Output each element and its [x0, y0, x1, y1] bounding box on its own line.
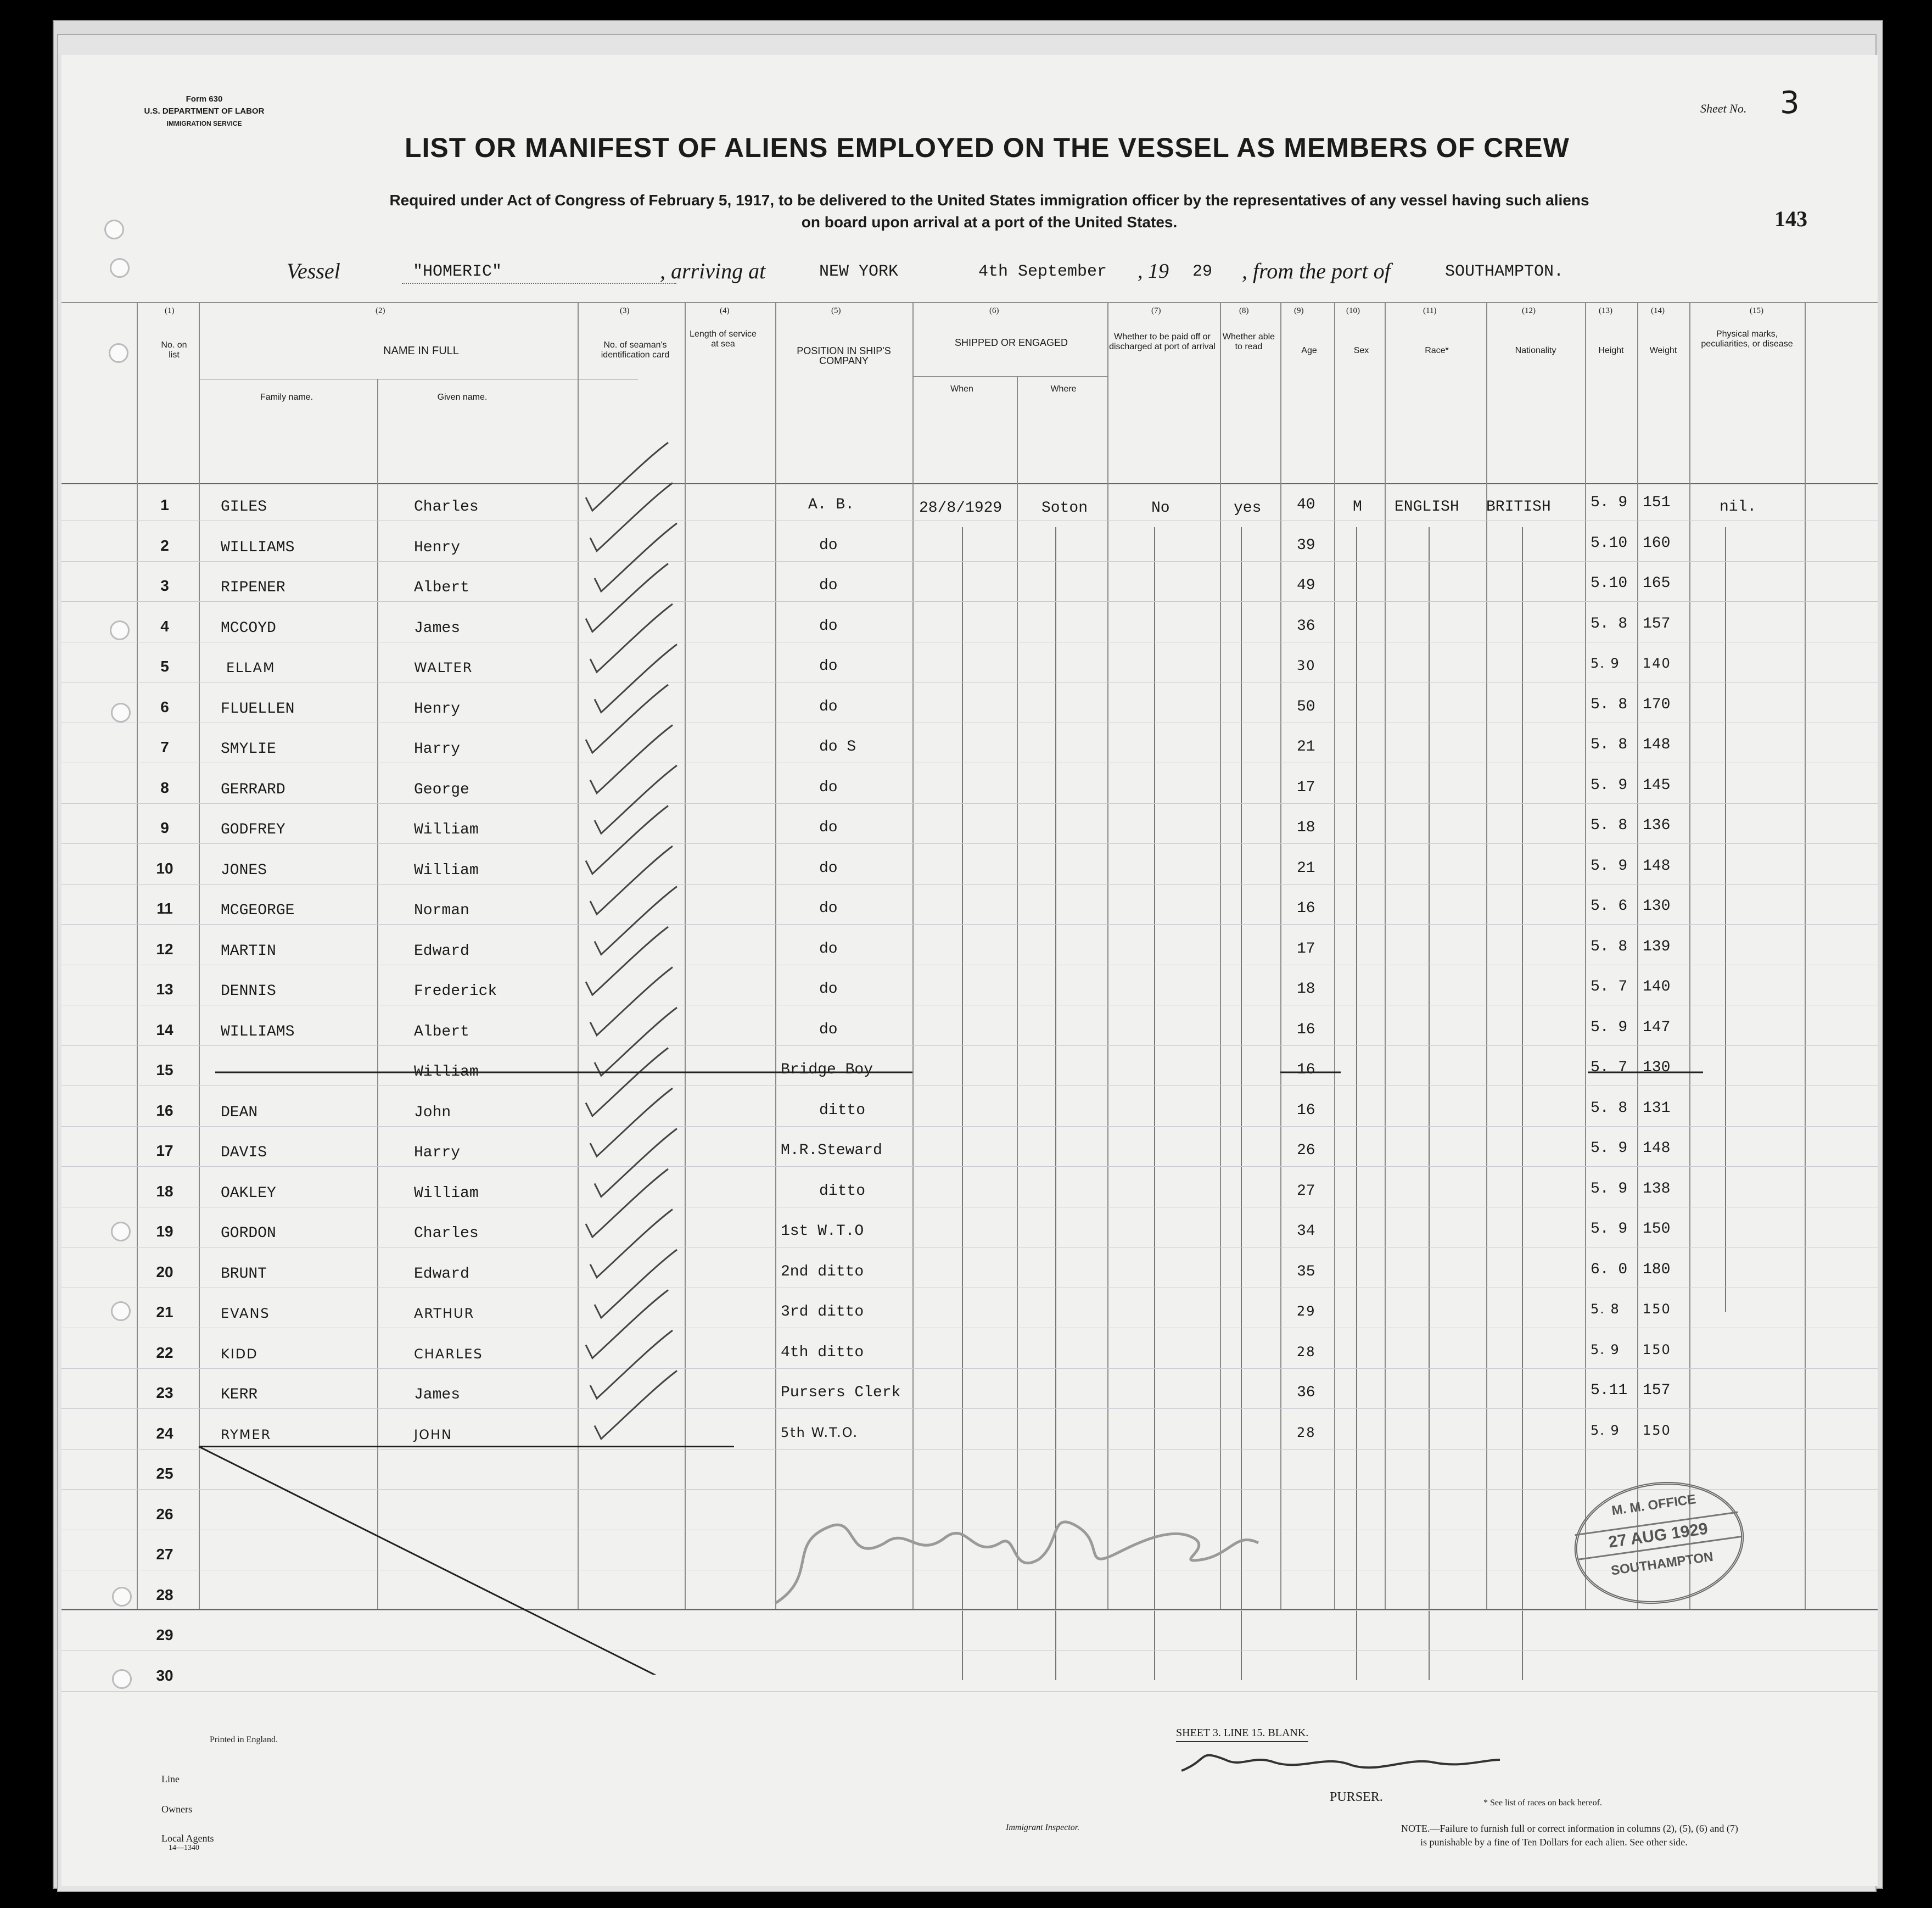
row-number: 10 — [156, 859, 173, 877]
row-1-paid-off: No — [1151, 500, 1170, 517]
age: 35 — [1297, 1263, 1315, 1280]
header-name-in-full: NAME IN FULL — [383, 345, 459, 357]
col-num: (14) — [1651, 306, 1665, 315]
check-mark — [586, 685, 668, 753]
age: 16 — [1297, 1101, 1315, 1119]
check-mark — [590, 1330, 673, 1398]
header-physical: Physical marks, peculiarities, or disease — [1701, 329, 1793, 349]
col-num: (1) — [165, 306, 175, 315]
given-name: Henry — [414, 700, 461, 718]
given-name: William — [414, 1184, 479, 1202]
given-name: Albert — [414, 1023, 469, 1040]
family-name: GERRARD — [221, 781, 285, 798]
header-family-name: Family name. — [260, 393, 313, 402]
arriving-label: , arriving at — [660, 259, 766, 283]
row-number: 19 — [156, 1223, 173, 1240]
check-mark — [595, 765, 677, 833]
row-number: 18 — [156, 1182, 173, 1200]
weight: 130 — [1643, 1059, 1671, 1076]
pen-marks — [61, 302, 1878, 1675]
position: 5th W.T.O. — [781, 1424, 859, 1440]
given-name: William — [414, 1064, 479, 1081]
family-name: MCCOYD — [221, 619, 276, 637]
position: 3rd ditto — [781, 1303, 864, 1321]
position: do — [819, 859, 838, 877]
family-name: GILES — [221, 499, 267, 516]
header-age: Age — [1301, 346, 1317, 355]
check-mark — [586, 1169, 668, 1237]
position: do — [819, 779, 838, 796]
position: do — [819, 940, 838, 958]
origin-port: SOUTHAMPTON. — [1445, 262, 1564, 281]
penalty-note-1: NOTE.—Failure to furnish full or correct information in columns (2), (5), (6) and (7) — [1401, 1823, 1738, 1834]
check-mark — [595, 645, 677, 713]
family-name: DAVIS — [221, 1144, 267, 1161]
age: 27 — [1297, 1182, 1315, 1200]
col-num: (10) — [1346, 306, 1360, 315]
given-name: George — [414, 781, 469, 798]
weight: 148 — [1643, 857, 1671, 875]
position: do — [819, 536, 838, 554]
family-name: MCGEORGE — [221, 902, 295, 919]
row-number: 21 — [156, 1303, 173, 1321]
row-number: 2 — [160, 536, 169, 554]
punch-hole — [104, 220, 124, 239]
header-when: When — [950, 384, 973, 394]
weight: 151 — [1643, 494, 1671, 511]
subtitle-line-1: Required under Act of Congress of February 5, 1917, to be delivered to the United States immigration officer by the representatives of any vessel having such aliens — [389, 192, 1589, 209]
col-num: (5) — [831, 306, 841, 315]
weight: 150 — [1643, 1422, 1671, 1438]
from-label: , from the port of — [1242, 259, 1391, 283]
check-mark — [586, 806, 668, 874]
immigrant-inspector: Immigrant Inspector. — [1006, 1823, 1080, 1832]
row-1-where: Soton — [1041, 500, 1088, 517]
family-name: DEAN — [221, 1104, 258, 1121]
height: 5. 9 — [1591, 1180, 1628, 1198]
age: 40 — [1297, 496, 1315, 513]
vessel-label: Vessel — [287, 259, 340, 283]
weight: 150 — [1643, 1341, 1671, 1357]
row-number: 20 — [156, 1263, 173, 1280]
position: ditto — [819, 1182, 866, 1200]
family-name: RYMER — [221, 1426, 272, 1442]
row-1-when: 28/8/1929 — [919, 500, 1003, 517]
weight: 130 — [1643, 898, 1671, 915]
header-sex: Sex — [1353, 346, 1369, 355]
given-name: John — [414, 1104, 451, 1121]
row-number: 24 — [156, 1424, 173, 1442]
weight: 148 — [1643, 1140, 1671, 1157]
row-1-physical: nil. — [1720, 499, 1757, 516]
row-number: 23 — [156, 1384, 173, 1401]
family-name: DENNIS — [221, 983, 276, 1000]
age: 21 — [1297, 859, 1315, 877]
sheet-note: SHEET 3. LINE 15. BLANK. — [1176, 1727, 1308, 1742]
position: do — [819, 577, 838, 594]
height: 5. 9 — [1591, 494, 1628, 511]
col-num: (13) — [1599, 306, 1612, 315]
check-mark — [586, 927, 668, 995]
sheet-number: 3 — [1780, 85, 1800, 121]
row-1-race: ENGLISH — [1395, 499, 1459, 516]
weight: 170 — [1643, 696, 1671, 713]
col-num: (15) — [1750, 306, 1763, 315]
family-name: GODFREY — [221, 821, 285, 838]
height: 5. 8 — [1591, 696, 1628, 713]
position: do — [819, 900, 838, 917]
row-number: 17 — [156, 1142, 173, 1159]
age: 30 — [1297, 658, 1316, 673]
footer-local-agents: Local Agents — [161, 1833, 214, 1844]
position: do — [819, 698, 838, 715]
check-mark — [595, 1371, 677, 1439]
position: do — [819, 1021, 838, 1038]
given-name: James — [414, 1386, 461, 1403]
given-name: ARTHUR — [414, 1306, 475, 1321]
penalty-note-2: is punishable by a fine of Ten Dollars for each alien. See other side. — [1420, 1837, 1688, 1848]
check-mark — [590, 846, 673, 914]
stamp-top: M. M. OFFICE — [1610, 1492, 1697, 1519]
row-number: 4 — [160, 617, 169, 635]
height: 5. 6 — [1591, 898, 1628, 915]
header-length-service: Length of service at sea — [690, 329, 757, 349]
row-number: 11 — [156, 900, 173, 917]
subtitle-line-2: on board upon arrival at a port of the United States. — [801, 214, 1178, 231]
weight: 150 — [1643, 1221, 1671, 1238]
row-number: 15 — [156, 1061, 173, 1078]
given-name: Henry — [414, 539, 461, 556]
family-name: SMYLIE — [221, 741, 276, 758]
weight: 139 — [1643, 938, 1671, 955]
age: 28 — [1297, 1424, 1316, 1440]
family-name: KIDD — [221, 1346, 258, 1362]
punch-hole — [110, 258, 130, 278]
family-name: FLUELLEN — [221, 700, 295, 718]
year-prefix: , 19 — [1138, 260, 1169, 283]
col-num: (3) — [620, 306, 630, 315]
check-mark — [590, 725, 673, 793]
cancel-diagonal — [199, 1447, 685, 1675]
header-position: POSITION IN SHIP'S COMPANY — [797, 345, 891, 366]
check-mark — [595, 1008, 677, 1076]
given-name: Albert — [414, 579, 469, 596]
col-num: (12) — [1522, 306, 1536, 315]
col-num: (4) — [720, 306, 730, 315]
age: 17 — [1297, 779, 1315, 796]
height: 5. 7 — [1591, 1059, 1628, 1076]
age: 16 — [1297, 900, 1315, 917]
age: 34 — [1297, 1223, 1315, 1240]
weight: 138 — [1643, 1180, 1671, 1198]
weight: 140 — [1643, 656, 1671, 671]
height: 5. 9 — [1591, 1140, 1628, 1157]
check-mark — [595, 1129, 677, 1197]
purser-label: PURSER. — [1330, 1790, 1383, 1804]
family-name: WILLIAMS — [221, 1023, 295, 1040]
position: 1st W.T.O — [781, 1223, 864, 1240]
row-number: 12 — [156, 940, 173, 958]
given-name: William — [414, 861, 479, 879]
check-mark — [586, 443, 668, 511]
family-name: WILLIAMS — [221, 539, 295, 556]
height: 5. 9 — [1591, 1221, 1628, 1238]
row-1-able-read: yes — [1234, 500, 1262, 517]
given-name: Harry — [414, 741, 461, 758]
height: 5. 8 — [1591, 615, 1628, 633]
position: do — [819, 617, 838, 635]
given-name: Harry — [414, 1144, 461, 1161]
height: 5. 8 — [1591, 817, 1628, 834]
manifest-table — [61, 302, 1878, 1684]
department: U.S. DEPARTMENT OF LABOR — [144, 107, 265, 116]
check-mark — [595, 1250, 677, 1318]
footer-line: Line — [161, 1773, 180, 1784]
height: 5.10 — [1591, 534, 1628, 552]
arrival-year: 29 — [1192, 262, 1213, 281]
height: 5. 7 — [1591, 978, 1628, 995]
age: 36 — [1297, 617, 1315, 635]
row-number: 13 — [156, 981, 173, 998]
weight: 136 — [1643, 817, 1671, 834]
position: 4th ditto — [781, 1344, 864, 1361]
row-number: 14 — [156, 1021, 173, 1038]
height: 5. 9 — [1591, 776, 1628, 794]
weight: 140 — [1643, 978, 1671, 995]
col-num: (9) — [1294, 306, 1304, 315]
footer-code: 14—1340 — [169, 1844, 199, 1852]
check-mark — [590, 1210, 673, 1278]
page-number: 143 — [1774, 206, 1807, 231]
height: 5. 9 — [1591, 656, 1620, 671]
row-number: 22 — [156, 1344, 173, 1361]
row-number: 3 — [160, 577, 169, 594]
purser-signature — [1176, 1743, 1505, 1787]
weight: 180 — [1643, 1261, 1671, 1278]
header-no-on-list: No. on list — [161, 340, 187, 360]
height: 5. 8 — [1591, 938, 1628, 955]
weight: 157 — [1643, 1382, 1671, 1399]
height: 5. 8 — [1591, 736, 1628, 753]
position: do — [819, 819, 838, 836]
age: 36 — [1297, 1384, 1315, 1401]
family-name: ELLAM — [226, 660, 276, 675]
height: 5. 8 — [1591, 1099, 1628, 1117]
arrival-date: 4th September — [978, 262, 1107, 281]
service: IMMIGRATION SERVICE — [166, 120, 242, 127]
row-rule — [61, 1691, 1878, 1692]
given-name: Edward — [414, 942, 469, 960]
age: 49 — [1297, 577, 1315, 594]
form-identification — [133, 93, 276, 130]
height: 5.10 — [1591, 575, 1628, 592]
header-where: Where — [1050, 384, 1077, 394]
check-mark — [586, 564, 668, 632]
position: M.R.Steward — [781, 1142, 882, 1159]
family-name: JONES — [221, 861, 267, 879]
header-shipped: SHIPPED OR ENGAGED — [954, 337, 1068, 348]
row-number: 29 — [156, 1626, 173, 1643]
given-name: Frederick — [414, 983, 497, 1000]
height: 5. 9 — [1591, 1341, 1620, 1357]
age: 18 — [1297, 981, 1315, 998]
age: 17 — [1297, 940, 1315, 958]
weight: 150 — [1643, 1301, 1671, 1317]
check-mark — [586, 1048, 668, 1116]
header-id-card: No. of seaman's identification card — [601, 340, 670, 360]
age: 26 — [1297, 1142, 1315, 1159]
position: 2nd ditto — [781, 1263, 864, 1280]
row-number: 25 — [156, 1465, 173, 1482]
given-name: Norman — [414, 902, 469, 919]
col-num: (6) — [989, 306, 999, 315]
row-number: 5 — [160, 658, 169, 675]
check-mark — [590, 483, 673, 551]
position: Bridge Boy — [781, 1061, 873, 1078]
col-num: (2) — [376, 306, 385, 315]
col-num: (11) — [1423, 306, 1437, 315]
family-name: EVANS — [221, 1306, 270, 1321]
family-name: OAKLEY — [221, 1184, 276, 1202]
row-number: 1 — [160, 496, 169, 513]
check-mark — [590, 604, 673, 672]
age: 18 — [1297, 819, 1315, 836]
stamp-bottom: SOUTHAMPTON — [1610, 1549, 1715, 1579]
page-title: LIST OR MANIFEST OF ALIENS EMPLOYED ON THE VESSEL AS MEMBERS OF CREW — [405, 132, 1570, 163]
given-name: William — [414, 821, 479, 838]
position: Pursers Clerk — [781, 1384, 901, 1401]
position: do — [819, 658, 838, 675]
header-given-name: Given name. — [437, 393, 488, 402]
row-number: 26 — [156, 1505, 173, 1523]
height: 5. 9 — [1591, 857, 1628, 875]
weight: 160 — [1643, 534, 1671, 552]
row-number: 27 — [156, 1546, 173, 1563]
col-num: (8) — [1239, 306, 1249, 315]
weight: 148 — [1643, 736, 1671, 753]
given-name: Charles — [414, 1225, 479, 1242]
row-1-nationality: BRITISH — [1486, 499, 1551, 516]
position: do — [819, 981, 838, 998]
header-paid-off: Whether to be paid off or discharged at port of arrival — [1109, 332, 1216, 351]
age: 21 — [1297, 738, 1315, 756]
weight: 157 — [1643, 615, 1671, 633]
given-name: JOHN — [414, 1426, 452, 1442]
family-name: KERR — [221, 1386, 258, 1403]
check-mark — [595, 887, 677, 955]
official-signature — [753, 1477, 1302, 1620]
row-number: 9 — [160, 819, 169, 836]
position: do S — [819, 738, 856, 756]
subtitle — [303, 189, 1676, 233]
check-mark — [590, 967, 673, 1036]
height: 6. 0 — [1591, 1261, 1628, 1278]
height: 5. 8 — [1591, 1301, 1620, 1317]
given-name: Charles — [414, 499, 479, 516]
height: 5. 9 — [1591, 1422, 1620, 1438]
weight: 145 — [1643, 776, 1671, 794]
height: 5.11 — [1591, 1382, 1628, 1399]
given-name: WALTER — [414, 660, 473, 675]
row-number: 6 — [160, 698, 169, 715]
col-num: (7) — [1151, 306, 1161, 315]
row-number: 7 — [160, 738, 169, 756]
family-name: GORDON — [221, 1225, 276, 1242]
header-able-read: Whether able to read — [1222, 332, 1275, 351]
vessel-underline — [402, 283, 676, 284]
header-race: Race* — [1425, 346, 1449, 355]
given-name: CHARLES — [414, 1346, 483, 1362]
header-nationality: Nationality — [1515, 346, 1556, 355]
weight: 131 — [1643, 1099, 1671, 1117]
header-height: Height — [1598, 346, 1624, 355]
row-number: 16 — [156, 1101, 173, 1119]
check-mark — [586, 1290, 668, 1358]
check-mark — [590, 1088, 673, 1156]
given-name: Edward — [414, 1265, 469, 1283]
row-number: 28 — [156, 1586, 173, 1603]
height: 5. 9 — [1591, 1019, 1628, 1036]
position: ditto — [819, 1101, 866, 1119]
family-name: RIPENER — [221, 579, 285, 596]
row-number: 30 — [156, 1666, 173, 1684]
header-weight: Weight — [1649, 346, 1677, 355]
age: 50 — [1297, 698, 1315, 715]
printed-in: Printed in England. — [210, 1735, 278, 1744]
age: 39 — [1297, 536, 1315, 554]
age: 16 — [1297, 1021, 1315, 1038]
row-1-sex: M — [1353, 499, 1362, 516]
age: 29 — [1297, 1303, 1316, 1319]
stamp-date: 27 AUG 1929 — [1575, 1511, 1741, 1560]
weight: 147 — [1643, 1019, 1671, 1036]
check-mark — [595, 523, 677, 591]
manifest-sheet — [61, 55, 1878, 1886]
age: 28 — [1297, 1344, 1316, 1359]
form-number: Form 630 — [186, 94, 223, 104]
given-name: James — [414, 619, 461, 637]
weight: 165 — [1643, 575, 1671, 592]
vessel-name: "HOMERIC" — [413, 262, 502, 281]
age: 16 — [1297, 1061, 1315, 1078]
position: A. B. — [808, 496, 855, 513]
arrival-port: NEW YORK — [819, 262, 899, 281]
family-name: MARTIN — [221, 942, 276, 960]
sheet-label: Sheet No. — [1700, 102, 1747, 115]
footer-owners: Owners — [161, 1804, 192, 1815]
family-name: BRUNT — [221, 1265, 267, 1283]
row-number: 8 — [160, 779, 169, 796]
races-note: * See list of races on back hereof. — [1483, 1798, 1602, 1808]
